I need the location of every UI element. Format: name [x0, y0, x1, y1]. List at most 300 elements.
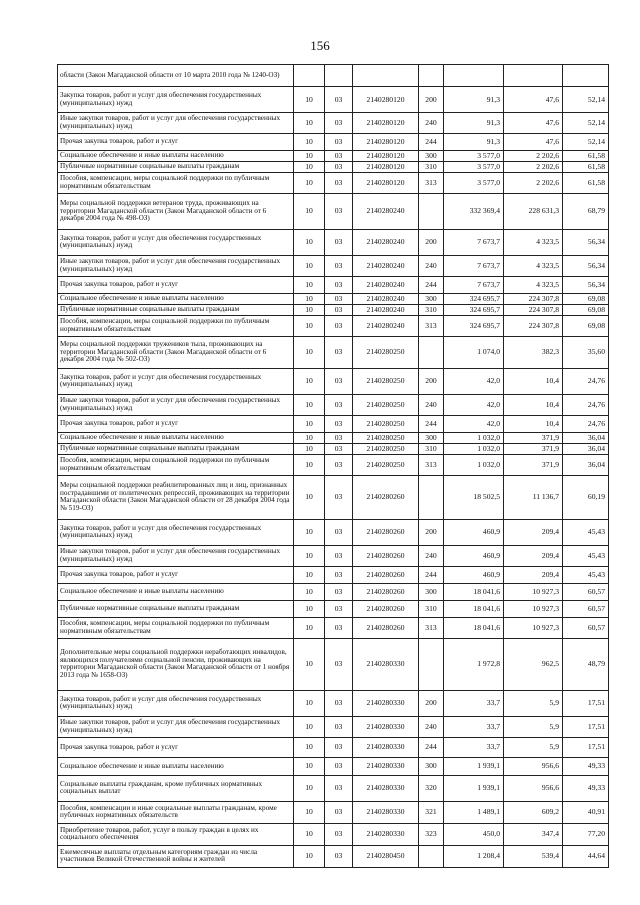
cell-expense-type: 313: [419, 454, 444, 475]
table-row: [58, 172, 609, 193]
cell-target-article: 2140280250: [353, 368, 419, 394]
cell-name: Социальное обеспечение и иные выплаты населению: [58, 432, 294, 443]
cell-fact: 10,4: [504, 394, 563, 415]
table-row: [58, 293, 609, 304]
cell-podrazdel: [325, 65, 353, 87]
cell-name: Социальное обеспечение и иные выплаты населению: [58, 293, 294, 304]
cell-fact: 224 307,8: [504, 293, 563, 304]
cell-target-article: 2140280260: [353, 475, 419, 519]
cell-plan: 1 074,0: [444, 336, 504, 368]
table-row: [58, 134, 609, 151]
cell-percent: 45,43: [563, 545, 609, 566]
cell-razdel: 10: [294, 583, 325, 600]
cell-name: Закупка товаров, работ и услуг для обеспечения государственных (муниципальных) нужд: [58, 87, 294, 113]
cell-fact: 5,9: [504, 716, 563, 737]
cell-podrazdel: 03: [325, 519, 353, 545]
cell-razdel: 10: [294, 172, 325, 193]
cell-podrazdel: 03: [325, 172, 353, 193]
cell-expense-type: 313: [419, 617, 444, 638]
cell-expense-type: [419, 193, 444, 229]
cell-plan: 18 041,6: [444, 583, 504, 600]
cell-name: Публичные нормативные социальные выплаты гражданам: [58, 443, 294, 454]
table-row: [58, 475, 609, 519]
cell-razdel: 10: [294, 193, 325, 229]
cell-target-article: 2140280250: [353, 432, 419, 443]
table-row: [58, 690, 609, 716]
cell-percent: 36,04: [563, 443, 609, 454]
cell-plan: 18 502,5: [444, 475, 504, 519]
table-row: [58, 276, 609, 293]
cell-name: Социальное обеспечение и иные выплаты населению: [58, 151, 294, 162]
cell-percent: 69,08: [563, 293, 609, 304]
cell-percent: 24,76: [563, 368, 609, 394]
cell-expense-type: 200: [419, 229, 444, 255]
cell-expense-type: 313: [419, 315, 444, 336]
table-row: [58, 65, 609, 87]
cell-razdel: 10: [294, 823, 325, 845]
cell-target-article: 2140280240: [353, 229, 419, 255]
cell-name: Публичные нормативные социальные выплаты гражданам: [58, 304, 294, 315]
table-row: [58, 151, 609, 162]
cell-fact: [504, 65, 563, 87]
cell-razdel: 10: [294, 545, 325, 566]
cell-name: Иные закупки товаров, работ и услуг для обеспечения государственных (муниципальных) нужд: [58, 113, 294, 134]
cell-expense-type: 244: [419, 415, 444, 432]
cell-percent: 36,04: [563, 432, 609, 443]
cell-podrazdel: 03: [325, 304, 353, 315]
cell-expense-type: 310: [419, 600, 444, 617]
cell-podrazdel: 03: [325, 454, 353, 475]
cell-percent: 52,14: [563, 87, 609, 113]
cell-name: Социальное обеспечение и иные выплаты населению: [58, 583, 294, 600]
table-row: [58, 368, 609, 394]
cell-expense-type: 323: [419, 823, 444, 845]
cell-plan: 7 673,7: [444, 276, 504, 293]
cell-plan: 3 577,0: [444, 151, 504, 162]
cell-percent: 52,14: [563, 113, 609, 134]
cell-name: Ежемесячные выплаты отдельным категориям граждан из числа участников Великой Отечественной войны и жителей: [58, 845, 294, 867]
cell-razdel: 10: [294, 757, 325, 775]
cell-expense-type: 310: [419, 161, 444, 172]
cell-name: области (Закон Магаданской области от 10 марта 2010 года № 1240-ОЗ): [58, 65, 294, 87]
cell-fact: 224 307,8: [504, 315, 563, 336]
cell-expense-type: 240: [419, 255, 444, 276]
cell-target-article: 2140280120: [353, 113, 419, 134]
cell-target-article: 2140280330: [353, 716, 419, 737]
cell-plan: 7 673,7: [444, 229, 504, 255]
cell-target-article: 2140280260: [353, 545, 419, 566]
cell-podrazdel: 03: [325, 823, 353, 845]
cell-razdel: 10: [294, 161, 325, 172]
cell-plan: [444, 65, 504, 87]
cell-name: Иные закупки товаров, работ и услуг для обеспечения государственных (муниципальных) нужд: [58, 716, 294, 737]
cell-name: Публичные нормативные социальные выплаты гражданам: [58, 161, 294, 172]
cell-expense-type: 240: [419, 113, 444, 134]
table-row: [58, 336, 609, 368]
cell-plan: 42,0: [444, 415, 504, 432]
table-row: [58, 432, 609, 443]
cell-razdel: 10: [294, 336, 325, 368]
cell-plan: 7 673,7: [444, 255, 504, 276]
cell-plan: 91,3: [444, 87, 504, 113]
cell-expense-type: [419, 336, 444, 368]
cell-name: Прочая закупка товаров, работ и услуг: [58, 566, 294, 583]
table-row: [58, 161, 609, 172]
cell-percent: 17,51: [563, 690, 609, 716]
cell-razdel: 10: [294, 368, 325, 394]
cell-podrazdel: 03: [325, 845, 353, 867]
cell-name: Публичные нормативные социальные выплаты гражданам: [58, 600, 294, 617]
cell-expense-type: [419, 65, 444, 87]
cell-target-article: 2140280250: [353, 454, 419, 475]
cell-name: Закупка товаров, работ и услуг для обеспечения государственных (муниципальных) нужд: [58, 690, 294, 716]
cell-percent: 24,76: [563, 394, 609, 415]
cell-name: Социальные выплаты гражданам, кроме публичных нормативных социальных выплат: [58, 775, 294, 801]
cell-expense-type: 244: [419, 276, 444, 293]
cell-target-article: 2140280250: [353, 394, 419, 415]
cell-fact: 5,9: [504, 690, 563, 716]
table-row: [58, 737, 609, 757]
cell-target-article: 2140280240: [353, 315, 419, 336]
cell-plan: 33,7: [444, 737, 504, 757]
budget-table-body: [58, 65, 609, 868]
cell-fact: 209,4: [504, 519, 563, 545]
cell-target-article: [353, 65, 419, 87]
cell-plan: 332 369,4: [444, 193, 504, 229]
cell-podrazdel: 03: [325, 87, 353, 113]
cell-percent: 68,79: [563, 193, 609, 229]
cell-razdel: 10: [294, 716, 325, 737]
cell-expense-type: 240: [419, 394, 444, 415]
cell-percent: 61,58: [563, 151, 609, 162]
cell-target-article: 2140280260: [353, 519, 419, 545]
cell-podrazdel: 03: [325, 545, 353, 566]
cell-expense-type: 200: [419, 87, 444, 113]
cell-target-article: 2140280250: [353, 336, 419, 368]
cell-fact: 2 202,6: [504, 172, 563, 193]
cell-plan: 91,3: [444, 113, 504, 134]
cell-target-article: 2140280260: [353, 583, 419, 600]
cell-fact: 956,6: [504, 757, 563, 775]
cell-plan: 18 041,6: [444, 600, 504, 617]
cell-fact: 382,3: [504, 336, 563, 368]
cell-podrazdel: 03: [325, 161, 353, 172]
cell-target-article: 2140280330: [353, 801, 419, 823]
cell-percent: 60,19: [563, 475, 609, 519]
cell-expense-type: 300: [419, 757, 444, 775]
cell-target-article: 2140280330: [353, 737, 419, 757]
cell-target-article: 2140280240: [353, 293, 419, 304]
cell-podrazdel: 03: [325, 690, 353, 716]
cell-razdel: 10: [294, 617, 325, 638]
cell-plan: 460,9: [444, 519, 504, 545]
cell-fact: 5,9: [504, 737, 563, 757]
cell-razdel: 10: [294, 775, 325, 801]
table-row: [58, 583, 609, 600]
cell-fact: 371,9: [504, 443, 563, 454]
cell-expense-type: 321: [419, 801, 444, 823]
cell-name: Прочая закупка товаров, работ и услуг: [58, 415, 294, 432]
table-row: [58, 229, 609, 255]
cell-target-article: 2140280450: [353, 845, 419, 867]
cell-percent: 56,34: [563, 229, 609, 255]
table-row: [58, 315, 609, 336]
cell-percent: 40,91: [563, 801, 609, 823]
cell-expense-type: 300: [419, 293, 444, 304]
cell-target-article: 2140280330: [353, 823, 419, 845]
cell-percent: 45,43: [563, 519, 609, 545]
cell-podrazdel: 03: [325, 394, 353, 415]
cell-plan: 324 695,7: [444, 293, 504, 304]
cell-podrazdel: 03: [325, 315, 353, 336]
cell-expense-type: 310: [419, 443, 444, 454]
cell-razdel: 10: [294, 415, 325, 432]
cell-name: Закупка товаров, работ и услуг для обеспечения государственных (муниципальных) нужд: [58, 519, 294, 545]
cell-fact: 47,6: [504, 113, 563, 134]
cell-percent: 49,33: [563, 757, 609, 775]
cell-name: Пособия, компенсации, меры социальной поддержки по публичным нормативным обязательствам: [58, 617, 294, 638]
table-row: [58, 600, 609, 617]
cell-name: Дополнительные меры социальной поддержки неработающих инвалидов, являющихся получателями социальной пенсии, проживающих на территории Магаданской области (Закон Магаданской области от 1 ноября 2013 года № 1658-ОЗ): [58, 638, 294, 690]
cell-percent: 69,08: [563, 315, 609, 336]
cell-percent: 17,51: [563, 737, 609, 757]
cell-plan: 1 208,4: [444, 845, 504, 867]
cell-podrazdel: 03: [325, 151, 353, 162]
table-row: [58, 845, 609, 867]
cell-plan: 1 032,0: [444, 454, 504, 475]
cell-expense-type: 300: [419, 432, 444, 443]
cell-percent: 56,34: [563, 276, 609, 293]
cell-plan: 324 695,7: [444, 304, 504, 315]
cell-target-article: 2140280260: [353, 617, 419, 638]
table-row: [58, 617, 609, 638]
cell-expense-type: 240: [419, 716, 444, 737]
cell-fact: 47,6: [504, 87, 563, 113]
cell-plan: 1 032,0: [444, 443, 504, 454]
cell-podrazdel: 03: [325, 276, 353, 293]
cell-razdel: 10: [294, 255, 325, 276]
table-row: [58, 443, 609, 454]
cell-razdel: 10: [294, 600, 325, 617]
cell-podrazdel: 03: [325, 775, 353, 801]
cell-razdel: [294, 65, 325, 87]
cell-fact: 10,4: [504, 368, 563, 394]
cell-razdel: 10: [294, 87, 325, 113]
cell-name: Пособия, компенсации и иные социальные выплаты гражданам, кроме публичных нормативных обязательств: [58, 801, 294, 823]
cell-expense-type: 244: [419, 566, 444, 583]
table-row: [58, 454, 609, 475]
cell-fact: 10 927,3: [504, 617, 563, 638]
cell-percent: 60,57: [563, 617, 609, 638]
cell-percent: 60,57: [563, 583, 609, 600]
table-row: [58, 775, 609, 801]
cell-fact: 209,4: [504, 566, 563, 583]
cell-podrazdel: 03: [325, 113, 353, 134]
cell-razdel: 10: [294, 737, 325, 757]
cell-plan: 3 577,0: [444, 172, 504, 193]
cell-plan: 42,0: [444, 394, 504, 415]
cell-target-article: 2140280330: [353, 638, 419, 690]
cell-razdel: 10: [294, 276, 325, 293]
cell-target-article: 2140280240: [353, 276, 419, 293]
cell-fact: 4 323,5: [504, 229, 563, 255]
cell-podrazdel: 03: [325, 583, 353, 600]
cell-podrazdel: 03: [325, 638, 353, 690]
cell-name: Приобретение товаров, работ, услуг в пользу граждан в целях их социального обеспечения: [58, 823, 294, 845]
cell-podrazdel: 03: [325, 617, 353, 638]
cell-percent: 24,76: [563, 415, 609, 432]
table-row: [58, 801, 609, 823]
cell-podrazdel: 03: [325, 368, 353, 394]
cell-razdel: 10: [294, 690, 325, 716]
cell-name: Пособия, компенсации, меры социальной поддержки по публичным нормативным обязательствам: [58, 454, 294, 475]
cell-plan: 18 041,6: [444, 617, 504, 638]
cell-fact: 371,9: [504, 432, 563, 443]
cell-plan: 91,3: [444, 134, 504, 151]
cell-expense-type: 300: [419, 151, 444, 162]
cell-percent: 45,43: [563, 566, 609, 583]
cell-percent: 61,58: [563, 161, 609, 172]
table-row: [58, 415, 609, 432]
cell-plan: 33,7: [444, 716, 504, 737]
cell-podrazdel: 03: [325, 443, 353, 454]
cell-name: Иные закупки товаров, работ и услуг для обеспечения государственных (муниципальных) нужд: [58, 255, 294, 276]
cell-podrazdel: 03: [325, 801, 353, 823]
cell-percent: 49,33: [563, 775, 609, 801]
cell-percent: 17,51: [563, 716, 609, 737]
cell-name: Пособия, компенсации, меры социальной поддержки по публичным нормативным обязательствам: [58, 315, 294, 336]
cell-target-article: 2140280330: [353, 757, 419, 775]
cell-target-article: 2140280330: [353, 775, 419, 801]
table-row: [58, 304, 609, 315]
cell-plan: 460,9: [444, 545, 504, 566]
cell-podrazdel: 03: [325, 432, 353, 443]
cell-plan: 1 972,8: [444, 638, 504, 690]
cell-plan: 3 577,0: [444, 161, 504, 172]
cell-name: Пособия, компенсации, меры социальной поддержки по публичным нормативным обязательствам: [58, 172, 294, 193]
cell-plan: 1 939,1: [444, 775, 504, 801]
cell-podrazdel: 03: [325, 293, 353, 304]
cell-expense-type: 310: [419, 304, 444, 315]
table-row: [58, 193, 609, 229]
cell-razdel: 10: [294, 229, 325, 255]
cell-name: Прочая закупка товаров, работ и услуг: [58, 737, 294, 757]
cell-expense-type: 244: [419, 737, 444, 757]
cell-target-article: 2140280250: [353, 415, 419, 432]
cell-name: Закупка товаров, работ и услуг для обеспечения государственных (муниципальных) нужд: [58, 368, 294, 394]
cell-target-article: 2140280250: [353, 443, 419, 454]
cell-podrazdel: 03: [325, 415, 353, 432]
cell-podrazdel: 03: [325, 600, 353, 617]
cell-expense-type: 244: [419, 134, 444, 151]
cell-name: Меры социальной поддержки тружеников тыла, проживающих на территории Магаданской области (Закон Магаданской области от 6 декабря 2004 года № 502-ОЗ): [58, 336, 294, 368]
cell-target-article: 2140280240: [353, 193, 419, 229]
cell-percent: [563, 65, 609, 87]
cell-razdel: 10: [294, 151, 325, 162]
cell-expense-type: [419, 845, 444, 867]
cell-fact: 224 307,8: [504, 304, 563, 315]
cell-fact: 11 136,7: [504, 475, 563, 519]
cell-fact: 539,4: [504, 845, 563, 867]
table-row: [58, 638, 609, 690]
table-row: [58, 757, 609, 775]
table-row: [58, 113, 609, 134]
cell-percent: 36,04: [563, 454, 609, 475]
cell-plan: 1 939,1: [444, 757, 504, 775]
cell-podrazdel: 03: [325, 229, 353, 255]
cell-razdel: 10: [294, 315, 325, 336]
cell-fact: 2 202,6: [504, 161, 563, 172]
table-row: [58, 394, 609, 415]
cell-expense-type: [419, 475, 444, 519]
cell-name: Закупка товаров, работ и услуг для обеспечения государственных (муниципальных) нужд: [58, 229, 294, 255]
cell-percent: 60,57: [563, 600, 609, 617]
cell-razdel: 10: [294, 293, 325, 304]
table-row: [58, 566, 609, 583]
cell-percent: 52,14: [563, 134, 609, 151]
cell-expense-type: 300: [419, 583, 444, 600]
cell-fact: 228 631,3: [504, 193, 563, 229]
cell-podrazdel: 03: [325, 475, 353, 519]
cell-razdel: 10: [294, 801, 325, 823]
cell-percent: 77,20: [563, 823, 609, 845]
cell-fact: 4 323,5: [504, 276, 563, 293]
cell-razdel: 10: [294, 566, 325, 583]
cell-percent: 69,08: [563, 304, 609, 315]
cell-percent: 56,34: [563, 255, 609, 276]
cell-expense-type: 200: [419, 519, 444, 545]
budget-table: [57, 64, 609, 868]
cell-target-article: 2140280240: [353, 304, 419, 315]
cell-fact: 4 323,5: [504, 255, 563, 276]
cell-podrazdel: 03: [325, 134, 353, 151]
cell-podrazdel: 03: [325, 737, 353, 757]
cell-fact: 2 202,6: [504, 151, 563, 162]
cell-razdel: 10: [294, 454, 325, 475]
cell-razdel: 10: [294, 113, 325, 134]
cell-plan: 1 489,1: [444, 801, 504, 823]
cell-fact: 10 927,3: [504, 583, 563, 600]
cell-razdel: 10: [294, 443, 325, 454]
cell-fact: 956,6: [504, 775, 563, 801]
cell-fact: 371,9: [504, 454, 563, 475]
cell-target-article: 2140280120: [353, 172, 419, 193]
table-row: [58, 519, 609, 545]
cell-name: Иные закупки товаров, работ и услуг для обеспечения государственных (муниципальных) нужд: [58, 394, 294, 415]
cell-fact: 609,2: [504, 801, 563, 823]
cell-plan: 33,7: [444, 690, 504, 716]
table-row: [58, 545, 609, 566]
cell-expense-type: 240: [419, 545, 444, 566]
cell-razdel: 10: [294, 845, 325, 867]
table-row: [58, 87, 609, 113]
cell-razdel: 10: [294, 519, 325, 545]
cell-fact: 10 927,3: [504, 600, 563, 617]
cell-plan: 460,9: [444, 566, 504, 583]
cell-target-article: 2140280120: [353, 87, 419, 113]
cell-podrazdel: 03: [325, 255, 353, 276]
table-row: [58, 716, 609, 737]
cell-plan: 450,0: [444, 823, 504, 845]
cell-podrazdel: 03: [325, 193, 353, 229]
cell-name: Иные закупки товаров, работ и услуг для обеспечения государственных (муниципальных) нужд: [58, 545, 294, 566]
cell-expense-type: 200: [419, 690, 444, 716]
cell-razdel: 10: [294, 304, 325, 315]
cell-expense-type: [419, 638, 444, 690]
cell-target-article: 2140280120: [353, 134, 419, 151]
cell-fact: 347,4: [504, 823, 563, 845]
cell-target-article: 2140280120: [353, 161, 419, 172]
